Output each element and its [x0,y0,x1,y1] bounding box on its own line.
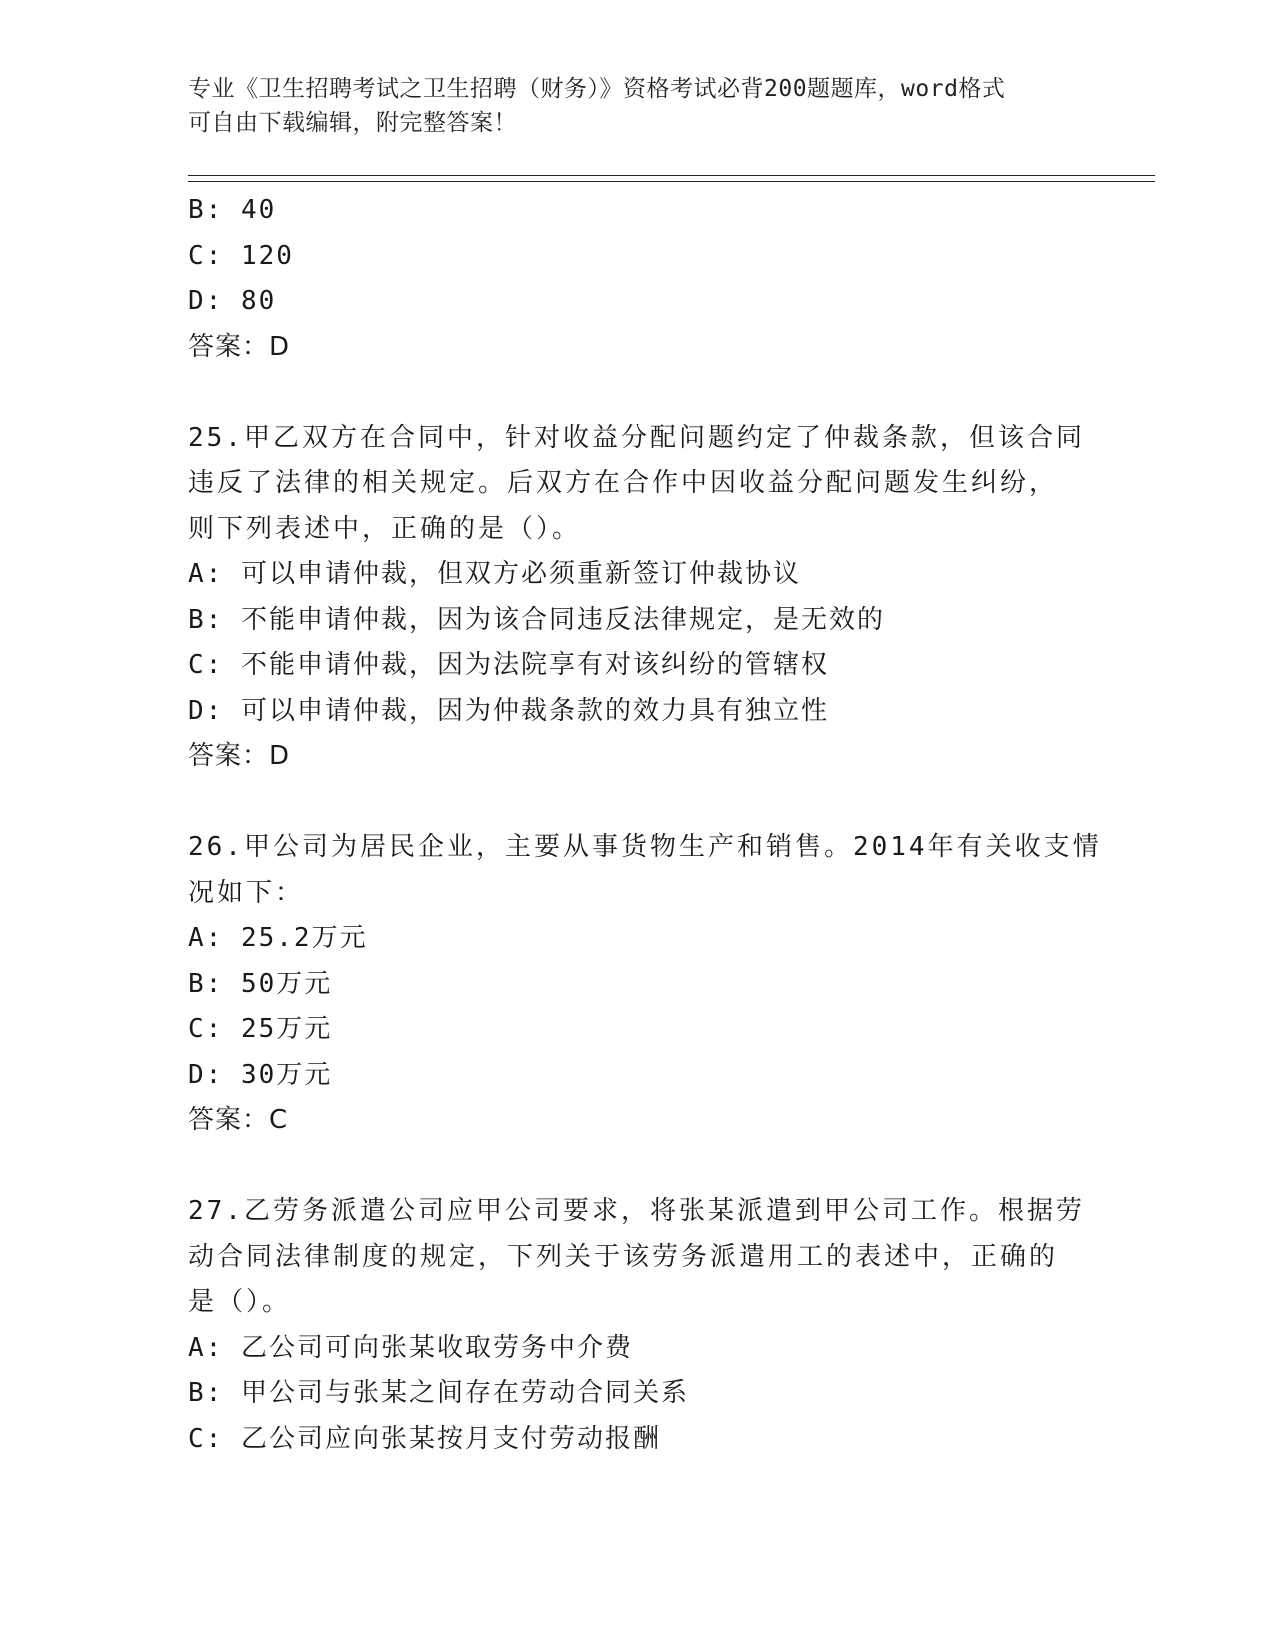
question-26-options [188,916,1088,1144]
question-text-line: 则下列表述中，正确的是（）。 [188,513,582,544]
option-d: D: 30万元 [188,1059,333,1090]
option-a: A: 可以申请仲裁，但双方必须重新签订仲裁协议 [188,559,801,589]
question-25-options [188,552,1088,780]
previous-question-block [188,188,1088,370]
question-text-line: 26.甲公司为居民企业，主要从事货物生产和销售。2014年有关收支情 [188,832,1102,862]
option-b: B: 不能申请仲裁，因为该合同违反法律规定，是无效的 [188,604,885,635]
header-divider-top [188,175,1155,176]
question-27 [188,1189,1088,1326]
question-text-line: 动合同法律制度的规定，下列关于该劳务派遣用工的表述中，正确的 [188,1241,1059,1272]
question-25 [188,416,1088,553]
question-27-options [188,1326,1088,1463]
header-line-1: 专业《卫生招聘考试之卫生招聘（财务）》资格考试必背200题题库，word格式 [188,76,1006,102]
question-text-line: 27.乙劳务派遣公司应甲公司要求，将张某派遣到甲公司工作。根据劳 [188,1196,1085,1226]
option-b: B: 40 [188,195,277,225]
option-c: C: 不能申请仲裁，因为法院享有对该纠纷的管辖权 [188,650,829,680]
option-b: B: 50万元 [188,968,333,999]
question-text-line: 是（）。 [188,1287,292,1317]
question-26 [188,825,1102,916]
option-c: C: 25万元 [188,1014,333,1044]
option-a: A: 25.2万元 [188,923,368,953]
option-c: C: 乙公司应向张某按月支付劳动报酬 [188,1423,661,1454]
answer-line: 答案：D [188,331,291,362]
question-content [188,188,1102,1462]
header-divider-bottom [188,181,1155,182]
option-c: C: 120 [188,240,294,271]
question-text-line: 25.甲乙双方在合同中，针对收益分配问题约定了仲裁条款，但该合同 [188,422,1085,453]
question-text-line: 况如下： [188,877,305,908]
option-d: D: 80 [188,286,277,316]
answer-line: 答案：D [188,741,291,771]
answer-line: 答案：C [188,1105,289,1135]
option-d: D: 可以申请仲裁，因为仲裁条款的效力具有独立性 [188,695,829,726]
option-b: B: 甲公司与张某之间存在劳动合同关系 [188,1378,689,1408]
document-header [188,72,1088,140]
header-line-2: 可自由下载编辑，附完整答案！ [188,110,517,136]
option-a: A: 乙公司可向张某收取劳务中介费 [188,1332,633,1363]
question-text-line: 违反了法律的相关规定。后双方在合作中因收益分配问题发生纠纷， [188,468,1059,498]
